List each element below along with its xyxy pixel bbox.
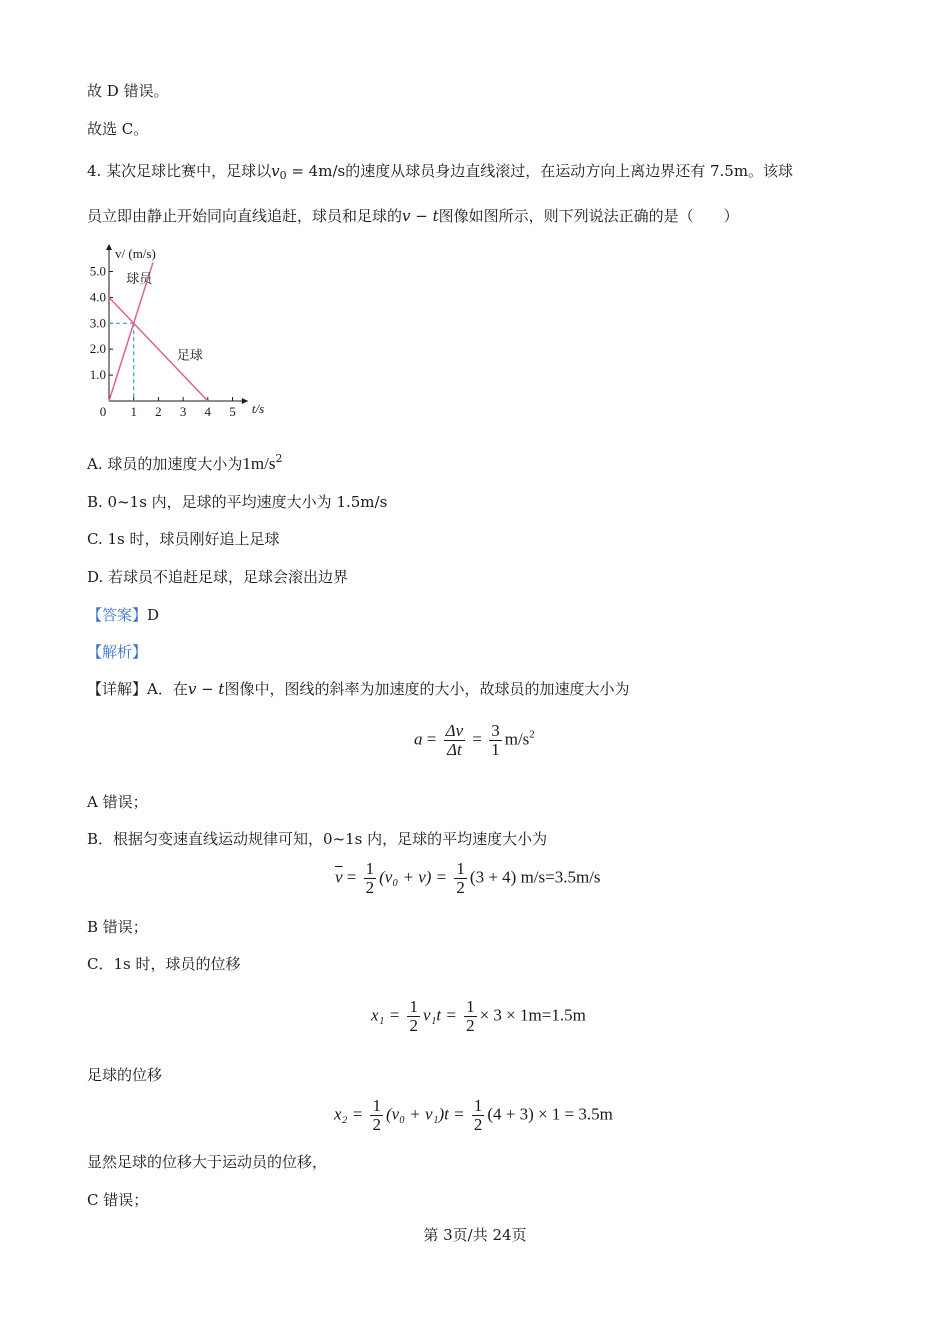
text-line-choose-c: 故选 C。 <box>87 120 149 138</box>
x-tick-label: 2 <box>155 404 162 419</box>
y-tick-label: 4.0 <box>89 289 106 305</box>
x-axis-label: t/s <box>251 401 265 416</box>
eq1-unit: m/s <box>504 729 530 749</box>
y-tick-label: 3.0 <box>89 315 106 331</box>
eq3-fraction-2 <box>464 998 477 1035</box>
x-tick-label: 1 <box>130 404 137 419</box>
answer-line <box>87 604 159 626</box>
q4-v0-symbol: v <box>271 162 280 180</box>
eq4-tail: (4 + 3) × 1 = 3.5m <box>487 1104 613 1124</box>
eq2-num: 1 <box>365 859 375 878</box>
eq1-num: Δv <box>445 721 464 740</box>
eq4-lhs: x₂ = <box>334 1104 364 1124</box>
eq1-fraction-value <box>489 722 502 759</box>
eq3-den2: 2 <box>466 1016 475 1035</box>
eq2-fraction-2 <box>454 860 467 897</box>
detail-line <box>87 678 629 700</box>
origin-label: 0 <box>99 404 107 419</box>
eq4-mid: (v₀ + v₁)t = <box>385 1104 465 1124</box>
x-tick-label: 3 <box>179 404 187 419</box>
y-tick-label: 5.0 <box>89 263 106 279</box>
eq3-den: 2 <box>409 1016 418 1035</box>
y-tick-label: 1.0 <box>89 367 106 383</box>
eq3-num2: 1 <box>466 997 475 1016</box>
eq2-den2: 2 <box>456 878 465 897</box>
y-tick-label: 2.0 <box>89 341 106 357</box>
y-axis-arrow <box>106 244 112 250</box>
page-footer: 第 3页/共 24页 <box>423 1226 527 1244</box>
obvious-line: 显然足球的位移大于运动员的位移， <box>87 1153 328 1171</box>
b-wrong: B 错误； <box>87 918 148 936</box>
a-wrong: A 错误； <box>87 793 148 811</box>
option-a-value: 1m/s <box>242 454 276 473</box>
eq4-num2: 1 <box>473 1096 483 1115</box>
eq4-den2: 2 <box>473 1115 483 1134</box>
eq4-fraction-2 <box>472 1097 485 1134</box>
q4-v0-value: = 4m/s <box>286 162 346 180</box>
analysis-tag: 【解析】 <box>87 643 148 661</box>
b-text: B．根据匀变速直线运动规律可知，0~1s 内，足球的平均速度大小为 <box>87 830 548 848</box>
c-wrong: C 错误； <box>87 1191 149 1209</box>
eq3-tail: × 3 × 1m=1.5m <box>479 1005 586 1025</box>
option-a <box>87 448 282 475</box>
text-line-d-wrong: 故 D 错误。 <box>87 82 169 100</box>
eq3-lhs: x₁ = <box>371 1005 401 1025</box>
series-label-ball: 足球 <box>176 347 203 363</box>
eq1-unit-sup: 2 <box>529 728 535 741</box>
q4-text-post-2: 图像如图所示，则下列说法正确的是（ ） <box>438 207 739 225</box>
eq1-num2: 3 <box>491 721 500 740</box>
equation-ball-displacement <box>334 1097 613 1134</box>
equation-acceleration <box>414 722 535 759</box>
option-a-text: A. 球员的加速度大小为 <box>87 455 243 473</box>
question-4-line-1 <box>87 160 793 187</box>
equation-player-displacement <box>371 998 586 1035</box>
option-b: B. 0~1s 内，足球的平均速度大小为 1.5m/s <box>87 493 388 511</box>
eq1-lhs: a <box>414 729 423 749</box>
v-t-chart <box>80 240 280 425</box>
answer-tag: 【答案】 <box>87 606 148 624</box>
eq2-lhs: $\overline{v}$ <box>335 867 343 887</box>
q4-v0-subscript: 0 <box>279 169 287 182</box>
eq2-mid: (v₀ + v) = <box>379 867 448 887</box>
eq3-fraction-1 <box>407 998 420 1035</box>
c-text: C．1s 时，球员的位移 <box>87 955 241 973</box>
q4-text-pre-2: 员立即由静止开始同向直线追赶，球员和足球的 <box>87 207 403 225</box>
detail-pre: 【详解】A．在 <box>87 680 188 698</box>
eq1-fraction-delta <box>444 722 466 759</box>
eq4-den: 2 <box>372 1115 381 1134</box>
equation-average-velocity: $\overline{v}$ = $\frac{1}{2}$ (v₀ + v) = $\frac{1}{2}$ (3 + 4) m/s=3.5m/s <box>335 859 601 897</box>
eq1-equals-2: = <box>472 729 482 749</box>
eq4-num: 1 <box>372 1096 381 1115</box>
eq3-num: 1 <box>409 997 418 1016</box>
q4-vt-symbol: v − t <box>402 207 439 225</box>
eq2-den: 2 <box>365 878 375 897</box>
question-4-line-2 <box>87 205 739 227</box>
eq3-mid: v₁t = <box>422 1005 457 1025</box>
eq2-tail: (3 + 4) m/s=3.5m/s <box>469 867 601 887</box>
eq1-equals: = <box>426 729 437 749</box>
x-tick-label: 4 <box>204 404 212 419</box>
eq4-fraction-1 <box>370 1097 383 1134</box>
eq2-fraction-1 <box>364 860 377 897</box>
answer-value: D <box>147 606 160 624</box>
option-a-sup: 2 <box>275 452 283 465</box>
detail-vt-symbol: v − t <box>187 680 225 698</box>
x-axis-arrow <box>242 398 248 404</box>
eq1-den: Δt <box>447 740 462 759</box>
series-label-player: 球员 <box>126 271 153 287</box>
y-axis-label: v/ (m/s) <box>115 246 156 261</box>
ball-displacement-label: 足球的位移 <box>87 1066 163 1084</box>
option-d: D. 若球员不追赶足球，足球会滚出边界 <box>87 568 349 586</box>
x-tick-label: 5 <box>229 404 236 419</box>
option-c: C. 1s 时，球员刚好追上足球 <box>87 530 280 548</box>
eq1-den2: 1 <box>491 740 500 759</box>
eq2-num2: 1 <box>456 859 465 878</box>
q4-text-pre: 4. 某次足球比赛中，足球以 <box>87 162 272 180</box>
q4-text-post: 的速度从球员身边直线滚过，在运动方向上离边界还有 7.5m。该球 <box>345 162 794 180</box>
detail-post: 图像中，图线的斜率为加速度的大小，故球员的加速度大小为 <box>224 680 630 698</box>
